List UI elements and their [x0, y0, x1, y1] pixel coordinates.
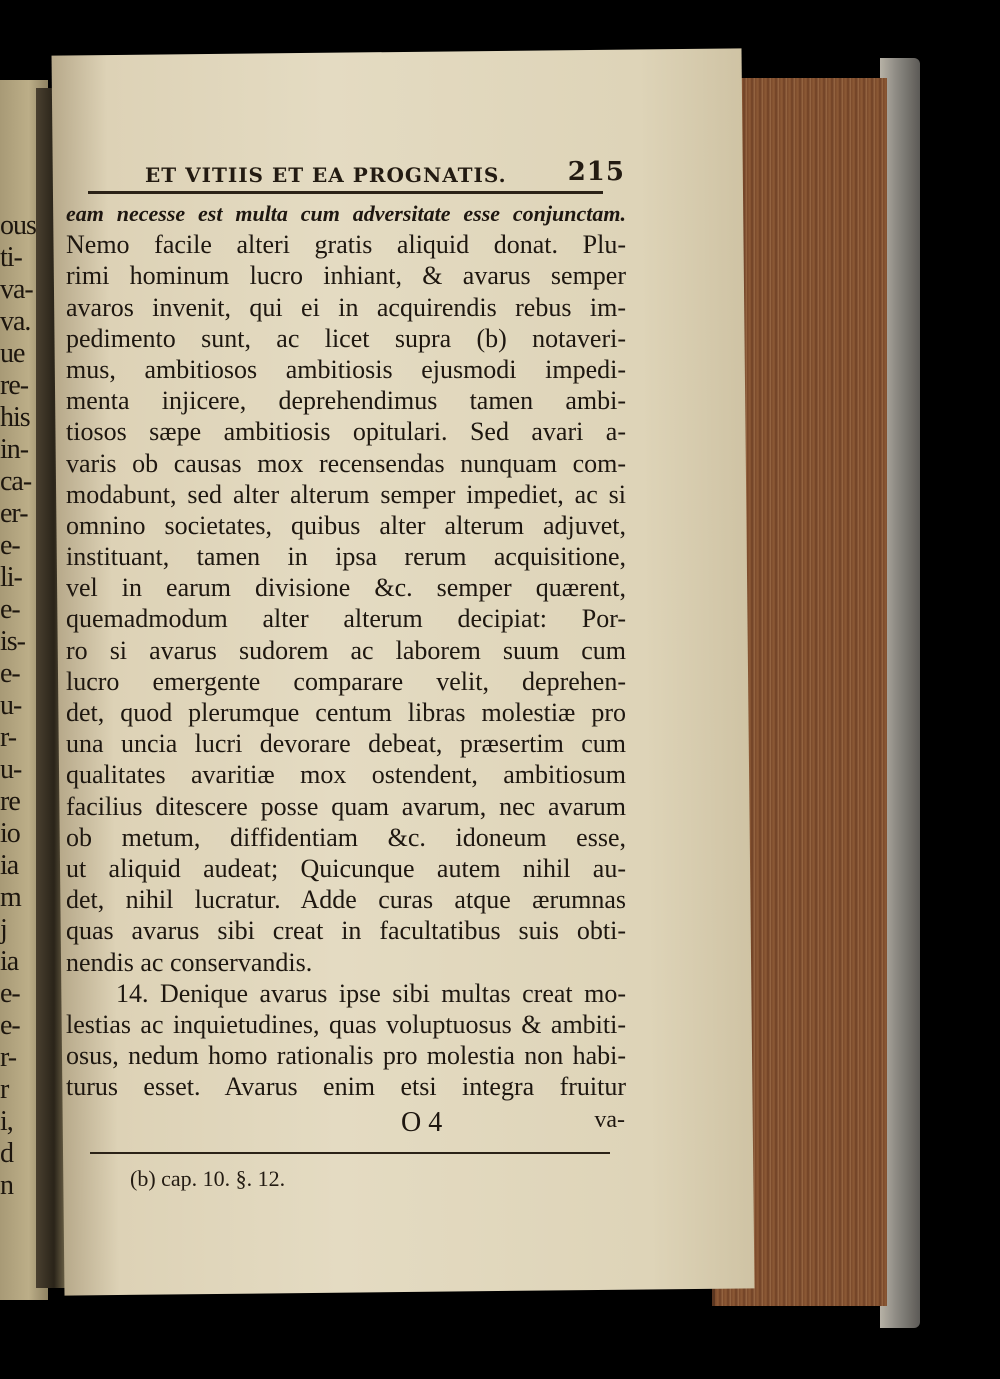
catchword: va-	[594, 1107, 625, 1133]
left-page-fragment: ue	[0, 338, 25, 369]
footnote: (b) cap. 10. §. 12.	[130, 1166, 286, 1191]
left-page-fragment: n	[0, 1170, 13, 1201]
left-page-fragment: u-	[0, 754, 22, 785]
text-line: mus, ambitiosos ambitiosis ejusmodi impedi-	[66, 354, 626, 384]
text-line: menta injicere, deprehendimus tamen ambi-	[66, 386, 626, 416]
left-page-fragment: re-	[0, 370, 29, 401]
left-page-fragment: d	[0, 1138, 13, 1169]
text-line: quas avarus sibi creat in facultatibus suis obti-	[66, 916, 626, 946]
text-line: eam necesse est multa cum adversitate esse conjunctam.	[66, 201, 626, 226]
left-page-fragment: io	[0, 818, 20, 849]
text-line: avaros invenit, qui ei in acquirendis rebus im-	[66, 292, 626, 322]
left-page-fragment: is-	[0, 626, 25, 657]
signature-mark: O 4	[401, 1107, 443, 1138]
left-page-fragment: re	[0, 786, 20, 817]
text-line: modabunt, sed alter alterum semper impediet, ac si	[66, 479, 626, 509]
text-line: 14. Denique avarus ipse sibi multas creat mo-	[116, 978, 626, 1008]
left-page-fragment: e-	[0, 1010, 20, 1041]
text-line: ut aliquid audeat; Quicunque autem nihil au-	[66, 853, 626, 883]
footnote-rule	[90, 1152, 610, 1154]
text-line: facilius ditescere posse quam avarum, nec avarum	[66, 791, 626, 821]
text-line: det, quod plerumque centum libras molestiæ pro	[66, 698, 626, 727]
left-page-fragment: e-	[0, 978, 20, 1009]
text-line: rimi hominum lucro inhiant, & avarus semper	[66, 261, 626, 291]
text-line: varis ob causas mox recensendas nunquam com-	[66, 448, 626, 478]
left-page-fragment: ti-	[0, 242, 22, 273]
left-page-fragment: r	[0, 1074, 9, 1105]
text-line: Nemo facile alteri gratis aliquid donat. Plu-	[66, 230, 626, 260]
text-line: osus, nedum homo rationalis pro molestia non habi-	[66, 1041, 626, 1071]
left-page-fragment: his	[0, 402, 30, 433]
left-page-fragment: e-	[0, 594, 20, 625]
text-line: nendis ac conservandis.	[66, 947, 313, 977]
left-page-fragment: i,	[0, 1106, 13, 1137]
text-line: quemadmodum alter alterum decipiat: Por-	[66, 604, 626, 634]
text-line: omnino societates, quibus alter alterum adjuvet,	[66, 510, 626, 540]
left-page-fragment: r-	[0, 1042, 17, 1073]
left-page-fragment: r-	[0, 722, 17, 753]
text-line: vel in earum divisione &c. semper quærent,	[66, 573, 626, 603]
head-rule	[88, 191, 603, 194]
left-page-fragment: va.	[0, 306, 31, 337]
left-page-fragment: ous	[0, 210, 36, 241]
left-page-fragment: m	[0, 882, 21, 913]
running-title: ET VITIIS ET EA PROGNATIS.	[145, 163, 507, 187]
left-page-fragment: u-	[0, 690, 22, 721]
page-number: 215	[567, 157, 625, 187]
text-line: pedimento sunt, ac licet supra (b) notaveri-	[66, 323, 626, 353]
left-page-fragment: li-	[0, 562, 22, 593]
text-line: lestias ac inquietudines, quas voluptuosus & ambiti-	[66, 1009, 626, 1039]
left-page-fragment: j	[0, 914, 7, 945]
text-line: turus esset. Avarus enim etsi integra fruitur	[66, 1072, 626, 1102]
text-line: ob metum, diffidentiam &c. idoneum esse,	[66, 822, 626, 852]
text-line: lucro emergente comparare velit, deprehen-	[66, 666, 626, 696]
text-line: det, nihil lucratur. Adde curas atque ærumnas	[66, 885, 626, 915]
text-line: ro si avarus sudorem ac laborem suum cum	[66, 635, 626, 665]
left-page-fragment: er-	[0, 498, 28, 529]
left-page-fragment: ia	[0, 850, 19, 881]
text-line: instituant, tamen in ipsa rerum acquisitione,	[66, 542, 626, 572]
text-line: qualitates avaritiæ mox ostendent, ambitiosum	[66, 760, 626, 790]
left-page-fragment: e-	[0, 658, 20, 689]
left-page-fragment: ca-	[0, 466, 32, 497]
signature-line	[385, 1107, 625, 1141]
running-head	[145, 157, 625, 193]
text-line: tiosos sæpe ambitiosis opitulari. Sed avari a-	[66, 417, 626, 447]
left-page-fragment: in-	[0, 434, 29, 465]
text-line: una uncia lucri devorare debeat, præsertim cum	[66, 729, 626, 759]
left-page-fragment: va-	[0, 274, 33, 305]
left-page-fragment: ia	[0, 946, 19, 977]
body-text	[66, 198, 626, 1102]
left-page-fragment: e-	[0, 530, 20, 561]
